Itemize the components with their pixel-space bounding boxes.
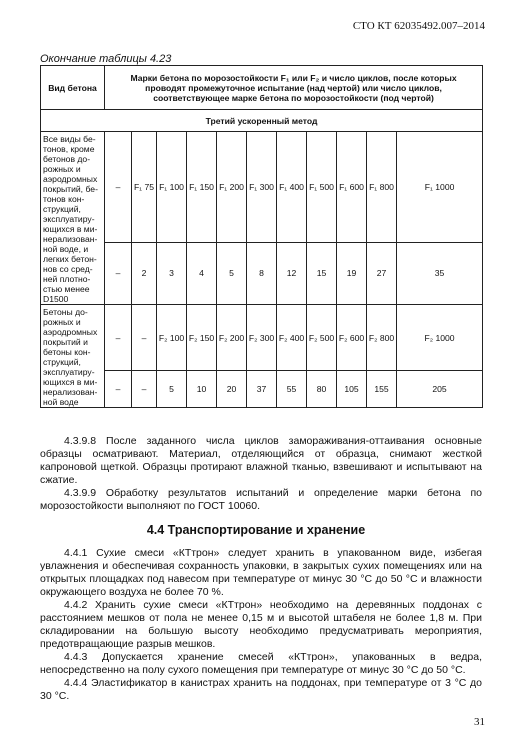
- grade-cell: F₁ 75: [132, 132, 157, 243]
- grade-cell: F₁ 100: [157, 132, 187, 243]
- cycles-cell: 20: [217, 371, 247, 408]
- document-code: СТО КТ 62035492.007–2014: [352, 20, 485, 32]
- concrete-type-cell: Все виды бе- тонов, кроме бетонов до- рожных и аэродромных покрытий, бе- тонов кон- струкций, эксплуатиру- ющихся в ми- нерализован- ной воде, и легких бетон- нов со сред- ней плотно- стью менее D1500: [41, 132, 105, 305]
- grade-cell: F₂ 400: [277, 305, 307, 371]
- grade-cell: –: [105, 132, 132, 243]
- grade-cell: F₁ 500: [307, 132, 337, 243]
- cycles-cell: –: [132, 371, 157, 408]
- cycles-cell: 5: [157, 371, 187, 408]
- body-text-top: [40, 435, 482, 513]
- grade-cell: F₁ 600: [337, 132, 367, 243]
- page-number: 31: [474, 716, 485, 728]
- grade-cell: F₁ 150: [187, 132, 217, 243]
- cycles-cell: 105: [337, 371, 367, 408]
- table-caption: Окончание таблицы 4.23: [40, 53, 172, 65]
- grade-cell: F₂ 200: [217, 305, 247, 371]
- grade-cell: F₁ 1000: [397, 132, 483, 243]
- cycles-cell: 55: [277, 371, 307, 408]
- table-row: [41, 305, 483, 371]
- cycles-cell: 5: [217, 242, 247, 304]
- table-row: [41, 242, 483, 304]
- grade-cell: F₁ 200: [217, 132, 247, 243]
- grade-cell: F₂ 600: [337, 305, 367, 371]
- cycles-cell: 80: [307, 371, 337, 408]
- cycles-cell: 205: [397, 371, 483, 408]
- paragraph: 4.3.9.8 После заданного числа циклов замораживания-оттаивания основные образцы осматривают. Материал, отделяющийся от образца, снимают жесткой капроновой щеткой. Образцы протирают влажной тканью, взвешивают и испытывают на сжатие.: [40, 435, 482, 486]
- body-text-bottom: [40, 547, 482, 703]
- cycles-cell: 3: [157, 242, 187, 304]
- grade-cell: –: [132, 305, 157, 371]
- cycles-cell: 15: [307, 242, 337, 304]
- section-title: 4.4 Транспортирование и хранение: [146, 523, 366, 537]
- concrete-type-cell: Бетоны до- рожных и аэродромных покрытий и бетоны кон- струкций, эксплуатиру- ющихся в ми- нерализован- ной воде: [41, 305, 105, 408]
- grade-cell: F₂ 150: [187, 305, 217, 371]
- cycles-cell: 35: [397, 242, 483, 304]
- grade-cell: F₂ 300: [247, 305, 277, 371]
- cycles-cell: 19: [337, 242, 367, 304]
- table-row: [41, 371, 483, 408]
- grade-cell: F₁ 300: [247, 132, 277, 243]
- cycles-cell: –: [105, 371, 132, 408]
- paragraph: 4.4.3 Допускается хранение смесей «КТтрон», упакованных в ведра, непосредственно на полу сухого помещения при температуре от минус 30 °С до 50 °С.: [40, 651, 482, 676]
- method-header: Третий ускоренный метод: [41, 110, 483, 132]
- cycles-cell: 10: [187, 371, 217, 408]
- cycles-cell: 155: [367, 371, 397, 408]
- paragraph: 4.3.9.9 Обработку результатов испытаний и определение марки бетона по морозостойкости выполняют по ГОСТ 10060.: [40, 487, 482, 512]
- grade-cell: F₂ 1000: [397, 305, 483, 371]
- grade-cell: –: [105, 305, 132, 371]
- paragraph: 4.4.2 Хранить сухие смеси «КТтрон» необходимо на деревянных поддонах с расстоянием мешков от пола не менее 0,15 м и высотой штабеля не более 1,8 м. При складировании на большую высоту необходимо предусматривать мероприятия, предотвращающие разрыв мешков.: [40, 599, 482, 650]
- cycles-cell: –: [105, 242, 132, 304]
- cycles-cell: 8: [247, 242, 277, 304]
- grade-cell: F₂ 800: [367, 305, 397, 371]
- grade-cell: F₂ 500: [307, 305, 337, 371]
- grade-cell: F₁ 800: [367, 132, 397, 243]
- paragraph: 4.4.4 Эластификатор в канистрах хранить на поддонах, при температуре от 3 °С до 30 °С.: [40, 677, 482, 702]
- paragraph: 4.4.1 Сухие смеси «КТтрон» следует хранить в упакованном виде, избегая увлажнения и обеспечивая сохранность упаковки, в закрытых сухих помещениях или на открытых площадках под навесом при температуре от минус 30 °С до 50 °С и влажности окружающего воздуха не более 70 %.: [40, 547, 482, 598]
- frost-resistance-table: [40, 65, 483, 408]
- cycles-cell: 2: [132, 242, 157, 304]
- cycles-cell: 12: [277, 242, 307, 304]
- grades-header: Марки бетона по морозостойкости F₁ или F₂ и число циклов, после которых проводят промежуточное испытание (над чертой) или число циклов, соответствующее марке бетона по морозостойкости (под чертой): [105, 66, 483, 110]
- cycles-cell: 4: [187, 242, 217, 304]
- cycles-cell: 37: [247, 371, 277, 408]
- grade-cell: F₂ 100: [157, 305, 187, 371]
- concrete-type-header: Вид бетона: [41, 66, 105, 110]
- table-row: [41, 132, 483, 243]
- cycles-cell: 27: [367, 242, 397, 304]
- grade-cell: F₁ 400: [277, 132, 307, 243]
